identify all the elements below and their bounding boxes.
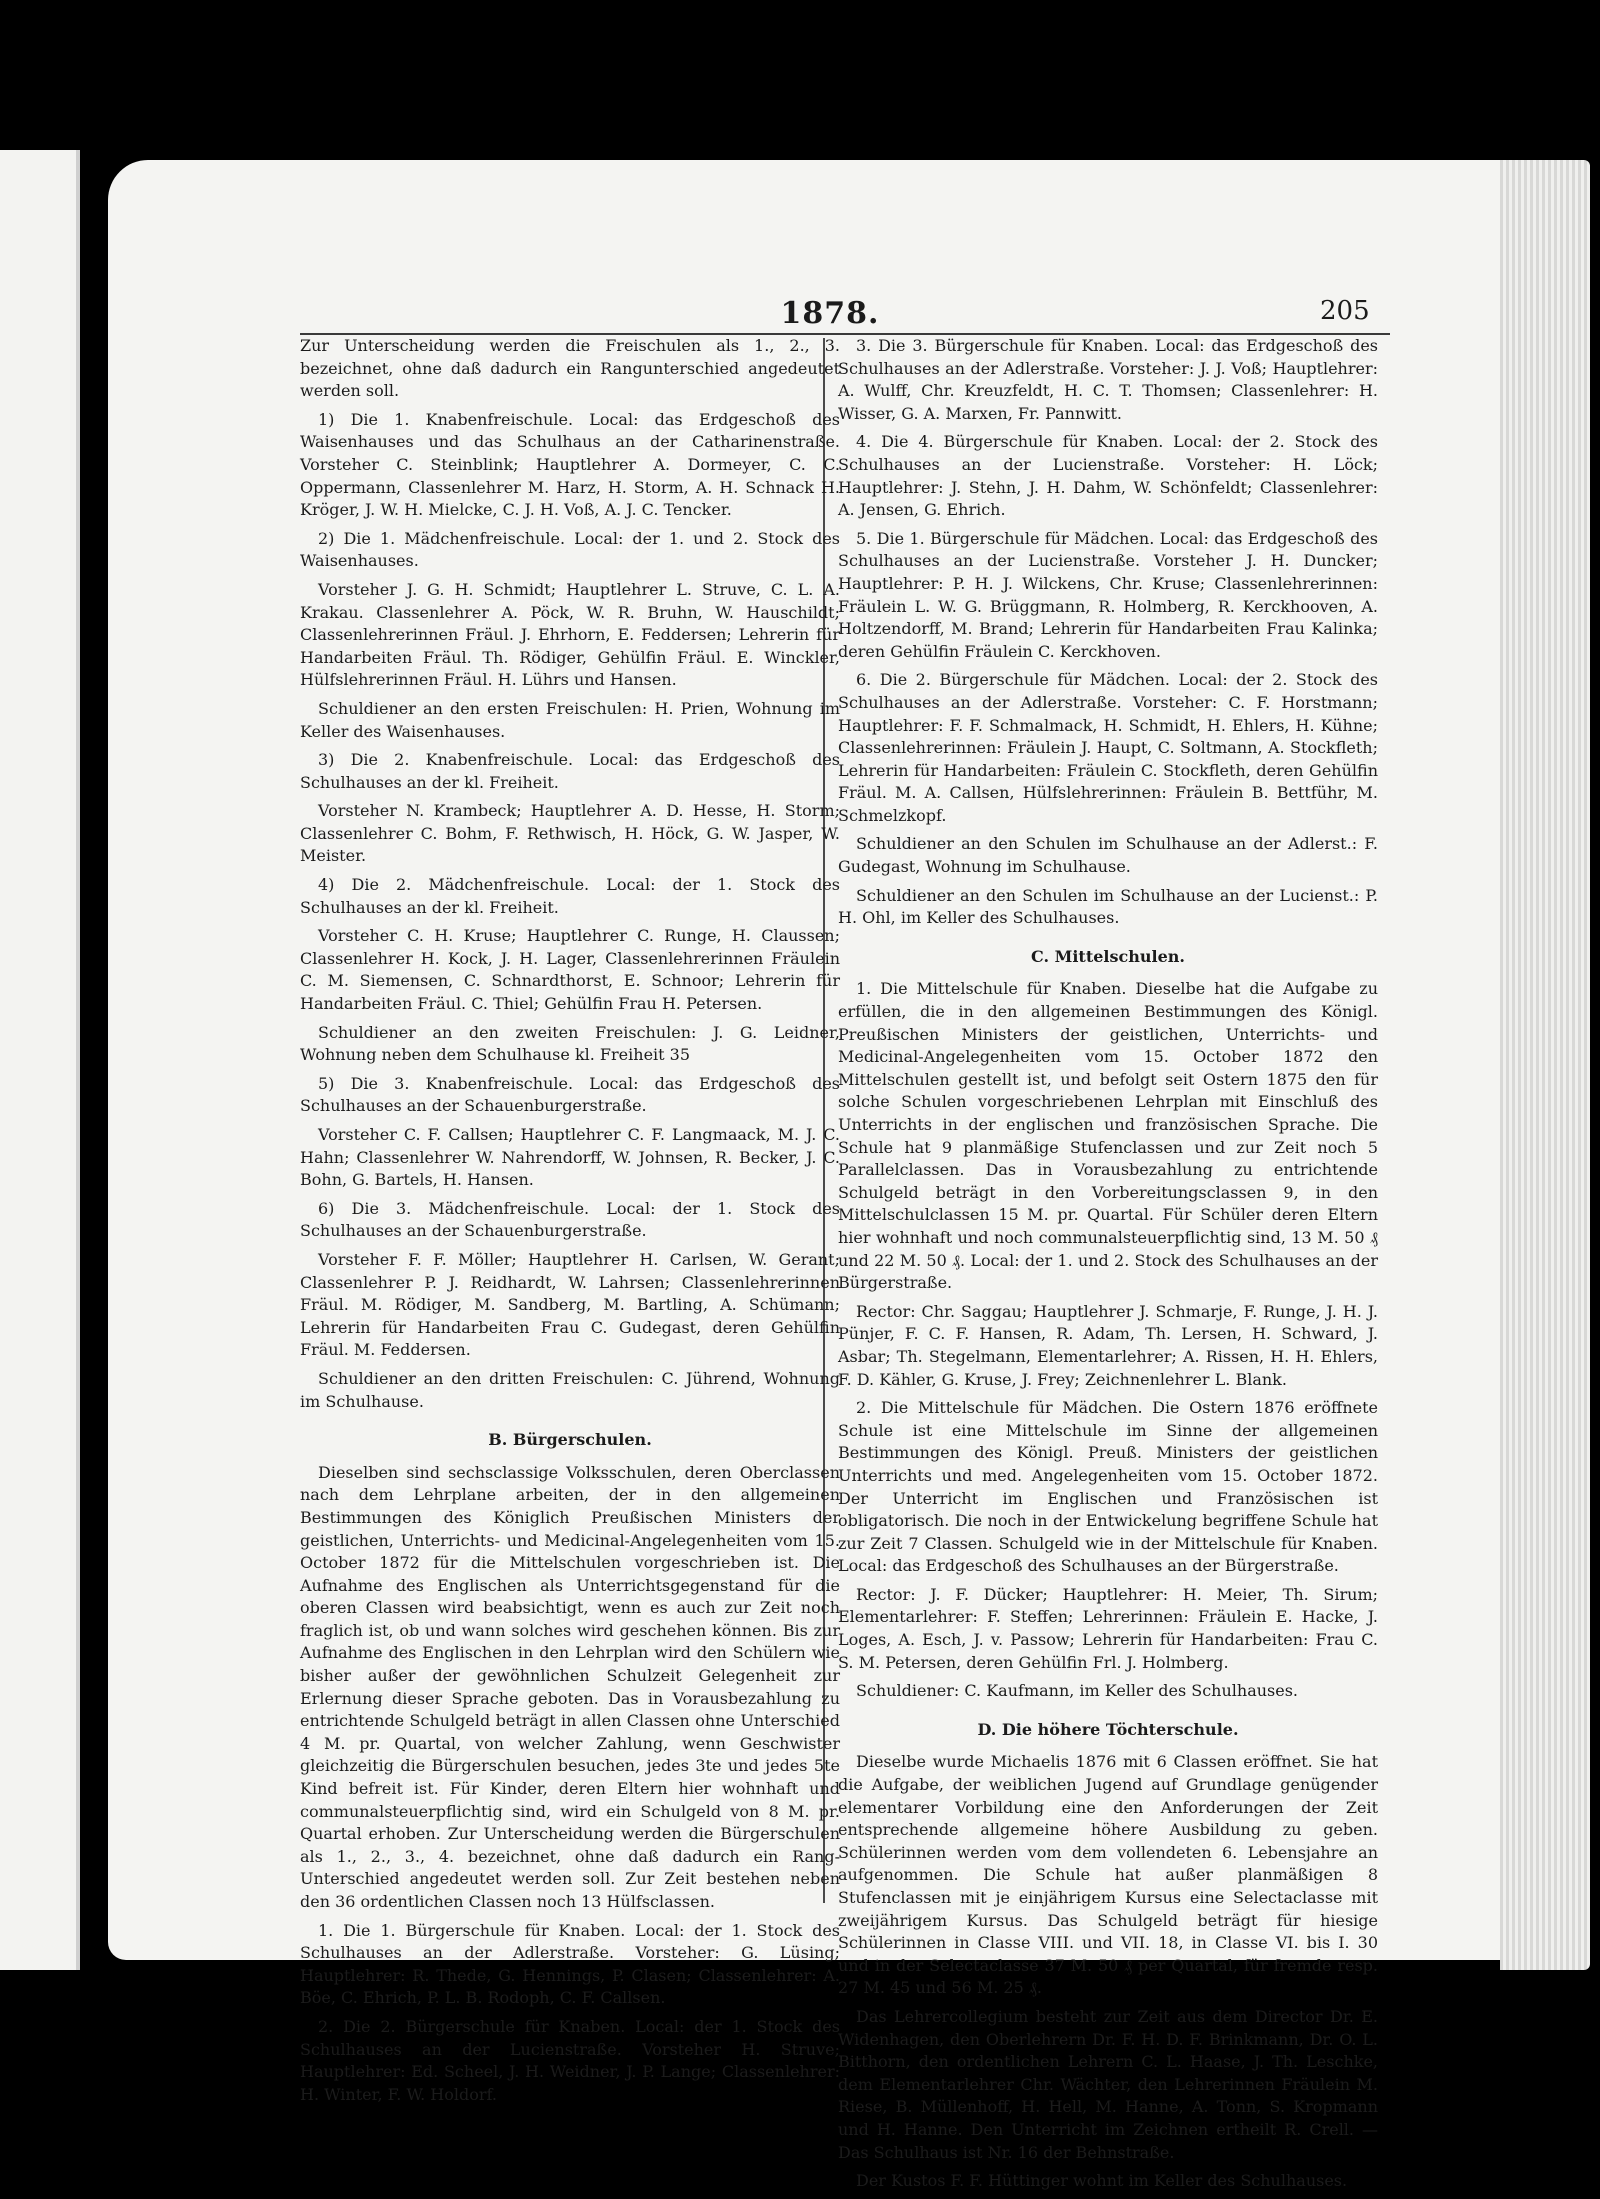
page-year: 1878. xyxy=(780,296,880,331)
paragraph: Vorsteher F. F. Möller; Hauptlehrer H. Carlsen, W. Gerant; Classenlehrer P. J. Reidhardt, W. Lahrsen; Classenlehrerinnen Fräul. M. Rödiger, M. Sandberg, M. Bartling, A. Schümann; Lehrerin für Handarbeiten Frau C. Gudegast, deren Gehülfin Fräul. M. Feddersen. xyxy=(300,1249,840,1360)
paragraph: 6) Die 3. Mädchenfreischule. Local: der 1. Stock des Schulhauses an der Schauenburgerstraße. xyxy=(300,1198,840,1241)
paragraph: 2. Die Mittelschule für Mädchen. Die Ostern 1876 eröffnete Schule ist eine Mittelschule im Sinne der allgemeinen Bestimmungen des Königl. Preuß. Ministers der geistlichen Unterrichts und med. Angelegenheiten vom 15. October 1872. Der Unterricht im Englischen und Französischen ist obligatorisch. Die noch in der Entwickelung begriffene Schule hat zur Zeit 7 Classen. Schulgeld wie in der Mittelschule für Knaben. Local: das Erdgeschoß des Schulhauses an der Bürgerstraße. xyxy=(838,1398,1378,1576)
paragraph: Vorsteher J. G. H. Schmidt; Hauptlehrer L. Struve, C. L. A. Krakau. Classenlehrer A. Pöck, W. R. Bruhn, W. Hauschildt; Classenlehrerinnen Fräul. J. Ehrhorn, E. Feddersen; Lehrerin für Handarbeiten Fräul. Th. Rödiger, Gehülfin Fräul. E. Winckler, Hülfslehrerinnen Fräul. H. Lührs und Hansen. xyxy=(300,579,840,690)
section-heading: B. Bürgerschulen. xyxy=(488,1430,652,1450)
paragraph: 1. Die Mittelschule für Knaben. Dieselbe hat die Aufgabe zu erfüllen, die in den allgemeinen Bestimmungen des Königl. Preußischen Ministers der geistlichen, Unterrichts- und Medicinal-Angelegenheiten vom 15. October 1872 den Mittelschulen gestellt ist, und befolgt seit Ostern 1875 den für solche Schulen vorgeschriebenen Lehrplan mit Einschluß des Unterrichts in der englischen und französischen Sprache. Die Schule hat 9 planmäßige Stufenclassen und zur Zeit noch 5 Parallelclassen. Das in Vorausbezahlung zu entrichtende Schulgeld beträgt in den Vorbereitungsclassen 9, in den Mittelschulclassen 15 M. pr. Quartal. Für Schüler deren Eltern hier wohnhaft und noch communalsteuerpflichtig sind, 13 M. 50 ₰ und 22 M. 50 ₰. Local: der 1. und 2. Stock des Schulhauses an der Bürgerstraße. xyxy=(838,979,1378,1293)
paragraph: Das Lehrercollegium besteht zur Zeit aus dem Director Dr. E. Widenhagen, den Oberlehrern Dr. F. H. D. F. Brinkmann, Dr. O. L. Bitthorn, den ordentlichen Lehrern C. L. Haase, J. Th. Leschke, dem Elementarlehrer Chr. Wächter, den Lehrerinnen Fräulein M. Riese, B. Müllenhoff, H. Hell, M. Hanne, A. Tonn, S. Kropmann und H. Hanne. Den Unterricht im Zeichnen ertheilt R. Crell. — Das Schulhaus ist Nr. 16 der Behnstraße. xyxy=(838,2006,1378,2162)
paragraph: Rector: J. F. Dücker; Hauptlehrer: H. Meier, Th. Sirum; Elementarlehrer: F. Steffen; Lehrerinnen: Fräulein E. Hacke, J. Loges, A. Esch, J. v. Passow; Lehrerin für Handarbeiten: Frau C. S. M. Petersen, deren Gehülfin Frl. J. Holmberg. xyxy=(838,1584,1378,1672)
paragraph: Schuldiener an den dritten Freischulen: C. Jührend, Wohnung im Schulhause. xyxy=(300,1368,840,1411)
paragraph: 5. Die 1. Bürgerschule für Mädchen. Local: das Erdgeschoß des Schulhauses an der Lucienstraße. Vorsteher J. H. Duncker; Hauptlehrer: P. H. J. Wilckens, Chr. Kruse; Classenlehrerinnen: Fräulein L. W. G. Brüggmann, R. Holmberg, R. Kerckhooven, A. Holtzendorff, M. Brand; Lehrerin für Handarbeiten Frau Kalinka; deren Gehülfin Fräulein C. Kerckhoven. xyxy=(838,528,1378,661)
paragraph: Dieselbe wurde Michaelis 1876 mit 6 Classen eröffnet. Sie hat die Aufgabe, der weiblichen Jugend auf Grundlage genügender elementarer Vorbildung eine den Anforderungen der Zeit entsprechende allgemeine höhere Ausbildung zu geben. Schülerinnen werden vom dem vollendeten 6. Lebensjahre an aufgenommen. Die Schule hat außer planmäßigen 8 Stufenclassen mit je einjährigem Kursus eine Selectaclasse mit zweijährigem Kursus. Das Schulgeld beträgt für hiesige Schülerinnen in Classe VIII. und VII. 18, in Classe VI. bis I. 30 und in der Selectaclasse 37 M. 50 ₰ per Quartal, für fremde resp. 27 M. 45 und 56 M. 25 ₰. xyxy=(838,1752,1378,1998)
paragraph: Zur Unterscheidung werden die Freischulen als 1., 2., 3. bezeichnet, ohne daß dadurch ein Rangunterschied angedeutet werden soll. xyxy=(300,336,840,401)
paragraph: Rector: Chr. Saggau; Hauptlehrer J. Schmarje, F. Runge, J. H. J. Pünjer, F. C. F. Hansen, R. Adam, Th. Lersen, H. Schward, J. Asbar; Th. Stegelmann, Elementarlehrer; A. Rissen, H. H. Ehlers, F. D. Kähler, G. Kruse, J. Frey; Zeichnenlehrer L. Blank. xyxy=(838,1301,1378,1389)
paragraph: Schuldiener an den Schulen im Schulhause an der Adlerst.: F. Gudegast, Wohnung im Schulhause. xyxy=(838,834,1378,877)
paragraph: Schuldiener an den zweiten Freischulen: J. G. Leidner, Wohnung neben dem Schulhause kl. Freiheit 35 xyxy=(300,1022,840,1065)
paragraph: 1) Die 1. Knabenfreischule. Local: das Erdgeschoß des Waisenhauses und das Schulhaus an der Catharinenstraße. Vorsteher C. Steinblink; Hauptlehrer A. Dormeyer, C. C. Oppermann, Classenlehrer M. Harz, H. Storm, A. H. Schnack H. Kröger, J. W. H. Mielcke, C. J. H. Voß, A. J. C. Tencker. xyxy=(300,409,840,520)
page-stack-edge xyxy=(1500,160,1590,1970)
paragraph: 3) Die 2. Knabenfreischule. Local: das Erdgeschoß des Schulhauses an der kl. Freiheit. xyxy=(300,750,840,792)
paragraph: 2) Die 1. Mädchenfreischule. Local: der 1. und 2. Stock des Waisenhauses. xyxy=(300,528,840,571)
paragraph: Der Kustos F. F. Hüttinger wohnt im Keller des Schulhauses. xyxy=(856,2171,1348,2191)
page-number: 205 xyxy=(1320,296,1370,326)
section-heading: D. Die höhere Töchterschule. xyxy=(977,1719,1239,1739)
facing-page-edge xyxy=(0,150,80,1970)
paragraph: 3. Die 3. Bürgerschule für Knaben. Local: das Erdgeschoß des Schulhauses an der Adlerstraße. Vorsteher: J. J. Voß; Hauptlehrer: A. Wulff, Chr. Kreuzfeldt, H. C. T. Thomsen; Classenlehrer: H. Wisser, G. A. Marxen, Fr. Pannwitt. xyxy=(838,336,1378,423)
paragraph: 6. Die 2. Bürgerschule für Mädchen. Local: der 2. Stock des Schulhauses an der Adlerstraße. Vorsteher: C. F. Horstmann; Hauptlehrer: F. F. Schmalmack, H. Schmidt, H. Ehlers, H. Kühne; Classenlehrerinnen: Fräulein J. Haupt, C. Soltmann, A. Stockfleth; Lehrerin für Handarbeiten: Fräulein C. Stockfleth, deren Gehülfin Fräul. M. A. Callsen, Hülfslehrerinnen: Fräulein B. Bettführ, M. Schmelzkopf. xyxy=(838,670,1378,825)
paragraph: Vorsteher C. F. Callsen; Hauptlehrer C. F. Langmaack, M. J. C. Hahn; Classenlehrer W. Nahrendorff, W. Johnsen, R. Becker, J. C. Bohn, G. Bartels, H. Hansen. xyxy=(300,1125,840,1190)
paragraph: Schuldiener an den Schulen im Schulhause an der Lucienst.: P. H. Ohl, im Keller des Schulhauses. xyxy=(838,885,1378,928)
paragraph: Dieselben sind sechsclassige Volksschulen, deren Oberclassen nach dem Lehrplane arbeiten, der in den allgemeinen Bestimmungen des Königlich Preußischen Ministers der geistlichen, Unterrichts- und Medicinal-Angelegenheiten vom 15. October 1872 für die Mittelschulen vorgeschrieben ist. Die Aufnahme des Englischen als Unterrichtsgegenstand für die oberen Classen wird beabsichtigt, wenn es auch zur Zeit noch fraglich ist, ob und wann solches wird geschehen können. Bis zur Aufnahme des Englischen in den Lehrplan wird den Schülern wie bisher außer der gewöhnlichen Schulzeit Gelegenheit zur Erlernung dieser Sprache geboten. Das in Vorausbezahlung zu entrichtende Schulgeld beträgt in allen Classen ohne Unterschied 4 M. pr. Quartal, von welcher Zahlung, wenn Geschwister gleichzeitig die Bürgerschulen besuchen, jedes 3te und jedes 5te Kind befreit ist. Für Kinder, deren Eltern hier wohnhaft und communalsteuerpflichtig sind, wird ein Schulgeld von 8 M. pr. Quartal erhoben. Zur Unterscheidung werden die Bürgerschulen als 1., 2., 3., 4. bezeichnet, ohne daß dadurch ein Rang-Unterschied angedeutet werden soll. Zur Zeit bestehen neben den 36 ordentlichen Classen noch 13 Hülfsclassen. xyxy=(300,1462,840,1911)
paragraph: Schuldiener an den ersten Freischulen: H. Prien, Wohnung im Keller des Waisenhauses. xyxy=(300,698,840,741)
left-column xyxy=(300,335,840,2112)
paragraph: 4. Die 4. Bürgerschule für Knaben. Local: der 2. Stock des Schulhauses an der Lucienstraße. Vorsteher: H. Löck; Hauptlehrer: J. Stehn, J. H. Dahm, W. Schönfeldt; Classenlehrer: A. Jensen, G. Ehrich. xyxy=(838,432,1378,520)
paragraph: 2. Die 2. Bürgerschule für Knaben. Local: der 1. Stock des Schulhauses an der Lucienstraße. Vorsteher H. Struve; Hauptlehrer: Ed. Scheel, J. H. Weidner, J. P. Lange; Classenlehrer: H. Winter, F. W. Holdorf. xyxy=(300,2016,840,2104)
paragraph: Schuldiener: C. Kaufmann, im Keller des Schulhauses. xyxy=(856,1681,1299,1701)
right-column xyxy=(838,335,1378,2199)
paragraph: 5) Die 3. Knabenfreischule. Local: das Erdgeschoß des Schulhauses an der Schauenburgerstraße. xyxy=(300,1073,840,1116)
paragraph: 4) Die 2. Mädchenfreischule. Local: der 1. Stock des Schulhauses an der kl. Freiheit. xyxy=(300,875,840,917)
paragraph: 1. Die 1. Bürgerschule für Knaben. Local: der 1. Stock des Schulhauses an der Adlerstraße. Vorsteher: G. Lüsing; Hauptlehrer: R. Thede, G. Hennings, P. Clasen; Classenlehrer: A. Böe, C. Ehrich, P. L. B. Rodoph, C. F. Callsen. xyxy=(300,1920,840,2008)
paragraph: Vorsteher N. Krambeck; Hauptlehrer A. D. Hesse, H. Storm; Classenlehrer C. Bohm, F. Rethwisch, H. Höck, G. W. Jasper, W. Meister. xyxy=(300,801,840,866)
section-heading: C. Mittelschulen. xyxy=(1031,946,1185,966)
paragraph: Vorsteher C. H. Kruse; Hauptlehrer C. Runge, H. Claussen; Classenlehrer H. Kock, J. H. Lager, Classenlehrerinnen Fräulein C. M. Siemensen, C. Schnardthorst, E. Schnoor; Lehrerin für Handarbeiten Fräul. C. Thiel; Gehülfin Frau H. Petersen. xyxy=(300,926,840,1014)
